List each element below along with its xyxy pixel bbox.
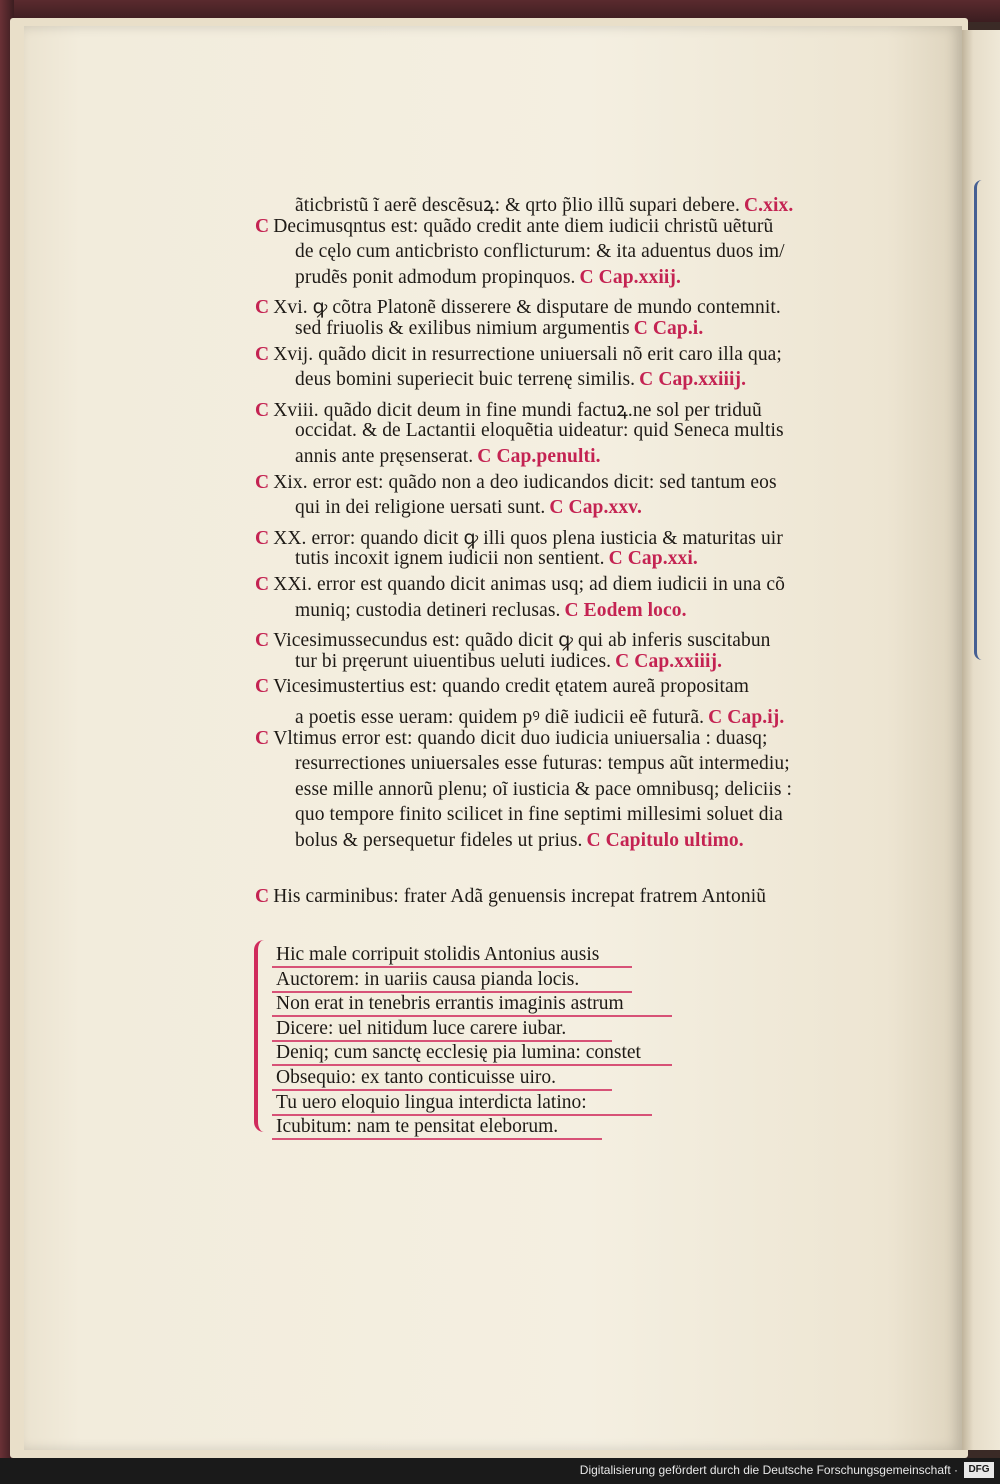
line-text: esse mille annorũ plenu; oĩ iusticia & pace omnibusq; deliciis :	[295, 778, 793, 800]
line-text: annis ante pręsenserat.	[295, 446, 474, 467]
paragraph-mark: C	[255, 574, 270, 595]
line-text: resurrectiones uniuersales esse futuras: tempus aũt intermediu;	[295, 753, 790, 775]
chapter-reference: C.xix.	[743, 195, 794, 216]
poem-line: Non erat in tenebris errantis imaginis astrum	[276, 993, 624, 1015]
chapter-reference: C Cap.xxiiij.	[615, 650, 723, 672]
line-text: Xvij. quãdo dicit in resurrectione uniuersali nõ erit caro illa qua;	[273, 343, 782, 365]
text-line	[255, 625, 771, 652]
line-text: deus bomini superiecit buic terrenę similis.	[295, 369, 636, 391]
text-line	[295, 369, 746, 391]
text-line	[255, 523, 783, 550]
line-text: occidat. & de Lactantii eloquẽtia uideatur: quid Seneca multis	[295, 420, 784, 442]
paragraph-mark: C	[255, 727, 270, 749]
poem-line: Icubitum: nam te pensitat eleborum.	[276, 1116, 559, 1138]
line-text: Vicesimustertius est: quando credit ętatem aureã propositam	[273, 676, 750, 698]
line-text: a poetis esse ueram: quidem pꝰ diẽ iudicii eẽ futurã.	[295, 707, 705, 728]
text-line	[295, 779, 792, 801]
line-text: Decimusqntus est: quãdo credit ante diem iudicii christũ uẽturũ	[273, 215, 774, 237]
poem-line: Tu uero eloquio lingua interdicta latino:	[276, 1091, 587, 1113]
chapter-reference: C Cap.xxiiij.	[639, 369, 747, 391]
paragraph-mark: C	[255, 343, 270, 365]
line-text: tutis incoxit ignem iudicii non sentient.	[295, 548, 605, 570]
poem-underline	[272, 1138, 602, 1140]
paragraph-mark: C	[255, 886, 270, 907]
facing-page-decoration	[974, 180, 991, 660]
text-line	[295, 651, 722, 673]
line-text: Xviii. quãdo dicit deum in fine mundi factuꝝ.ne sol per triduũ	[273, 399, 762, 421]
line-text: Xix. error est: quãdo non a deo iudicandos dicit: sed tantum eos	[273, 471, 777, 493]
text-line	[295, 830, 744, 852]
text-line	[295, 548, 698, 570]
text-line	[255, 574, 785, 596]
line-text: XXi. error est quando dicit animas usq; ad diem iudicii in una cõ	[273, 574, 785, 595]
paragraph-mark: C	[255, 399, 270, 421]
line-text: sed friuolis & exilibus nimium argumentis	[295, 318, 630, 339]
chapter-reference: C Eodem loco.	[564, 599, 687, 621]
poem-line: Deniq; cum sanctę ecclesię pia lumina: constet	[276, 1042, 641, 1064]
poem-line: Obsequio: ex tanto conticuisse uiro.	[276, 1067, 556, 1088]
poem-line: Dicere: uel nitidum luce carere iubar.	[276, 1017, 567, 1039]
text-line	[295, 497, 642, 519]
line-text: prudẽs ponit admodum propinquos.	[295, 266, 576, 288]
line-text: Vicesimussecundus est: quãdo dicit ꝙ qui ab inferis suscitabun	[273, 630, 771, 652]
paragraph-mark: C	[255, 527, 270, 549]
chapter-reference: C Cap.i.	[633, 318, 704, 339]
line-text: quo tempore finito scilicet in fine septimi millesimi soluet dia	[295, 804, 783, 826]
text-line	[295, 600, 687, 622]
line-text: Xvi. ꝙ cõtra Platonẽ disserere & disputare de mundo contemnit.	[273, 297, 781, 319]
poem-bracket	[254, 940, 272, 1132]
line-text: bolus & persequetur fideles ut prius.	[295, 830, 583, 851]
paragraph-mark: C	[255, 630, 270, 652]
text-line	[295, 702, 784, 729]
text-line	[295, 190, 793, 217]
line-text: ãticbristũ ĩ aerẽ descẽsuꝝ: & qrto p̃lio illũ supari debere.	[295, 195, 740, 216]
chapter-reference: C Cap.ij.	[708, 707, 785, 728]
footer-credit: Digitalisierung gefördert durch die Deutsche Forschungsgemeinschaft ·	[579, 1463, 958, 1477]
line-text: muniq; custodia detineri reclusas.	[295, 599, 561, 621]
paragraph-mark: C	[255, 676, 270, 698]
text-line	[255, 472, 777, 494]
text-line	[255, 395, 762, 422]
line-text: de cęlo cum anticbristo conflicturum: & ita aduentus duos im/	[295, 241, 785, 263]
chapter-reference: C Cap.penulti.	[477, 446, 601, 467]
rubric-text: His carminibus: frater Adã genuensis increpat fratrem Antoniũ	[273, 886, 767, 907]
footer-bar	[0, 1458, 1000, 1484]
text-line	[295, 318, 703, 340]
line-text: XX. error: quando dicit ꝙ illi quos plena iusticia & maturitas uir	[273, 527, 783, 549]
facing-page-edge	[962, 30, 1000, 1450]
text-line	[255, 292, 781, 319]
poem-line: Auctorem: in uariis causa pianda locis.	[276, 968, 580, 990]
text-line	[255, 676, 749, 698]
text-line	[295, 753, 790, 775]
text-line	[295, 446, 601, 468]
paragraph-mark: C	[255, 471, 270, 493]
line-text: qui in dei religione uersati sunt.	[295, 497, 546, 519]
text-line	[255, 344, 782, 366]
chapter-reference: C Cap.xxi.	[608, 548, 698, 570]
paragraph-mark: C	[255, 215, 270, 237]
dfg-logo: DFG	[964, 1462, 994, 1478]
text-line	[295, 241, 785, 263]
text-line	[295, 804, 783, 826]
text-line	[295, 420, 784, 442]
poem-line: Hic male corripuit stolidis Antonius ausis	[276, 944, 600, 965]
line-text: tur bi pręerunt uiuentibus ueluti iudices.	[295, 650, 612, 672]
text-line	[255, 216, 773, 238]
text-line	[255, 728, 768, 750]
line-text: Vltimus error est: quando dicit duo iudicia uniuersalia : duasq;	[273, 727, 768, 749]
rubric-line	[255, 886, 766, 908]
chapter-reference: C Cap.xxv.	[549, 497, 642, 519]
chapter-reference: C Capitulo ultimo.	[586, 830, 744, 851]
chapter-reference: C Cap.xxiij.	[579, 266, 681, 288]
paragraph-mark: C	[255, 297, 270, 319]
text-line	[295, 267, 681, 289]
